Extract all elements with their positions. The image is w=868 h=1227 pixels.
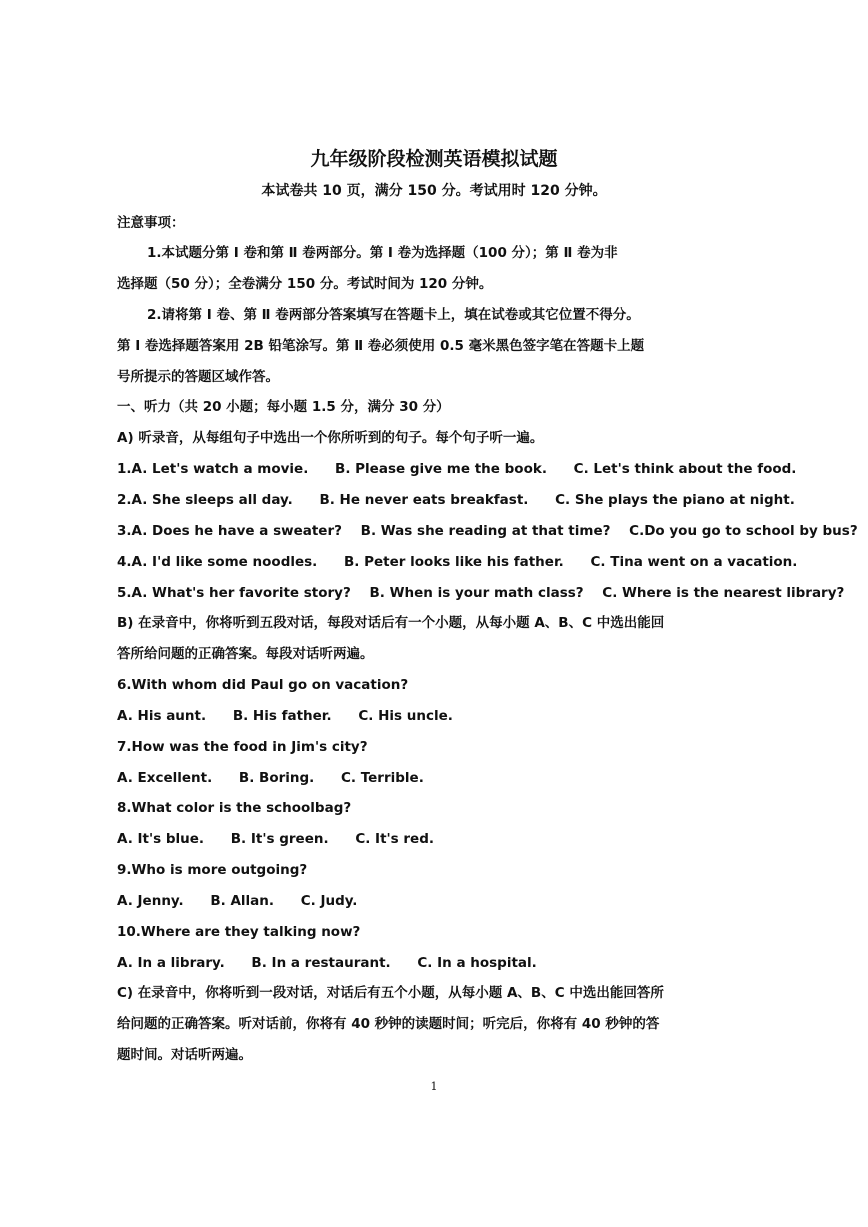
q4-option-a: 4.A. I'd like some noodles. — [117, 554, 318, 570]
q2-option-c: C. She plays the piano at night. — [555, 492, 795, 508]
question-9-text: 9.Who is more outgoing? — [117, 862, 308, 878]
question-2 — [117, 490, 795, 510]
q6-option-c: C. His uncle. — [358, 708, 453, 724]
q7-option-b: B. Boring. — [238, 770, 315, 786]
notice-heading: 注意事项： — [117, 215, 185, 231]
q8-option-a: A. It's blue. — [117, 831, 205, 847]
q4-option-b: B. Peter looks like his father. — [344, 554, 564, 570]
q9-option-b: B. Allan. — [210, 893, 274, 909]
part-c-instructions-2: 给问题的正确答案。听对话前，你将有 40 秒钟的读题时间；听完后，你将有 40 秒钟的答 — [117, 1016, 660, 1032]
q7-option-a: A. Excellent. — [117, 770, 213, 786]
q10-option-c: C. In a hospital. — [417, 955, 537, 971]
page-subtitle: 本试卷共 10 页，满分 150 分。考试用时 120 分钟。 — [261, 183, 607, 199]
question-7-text: 7.How was the food in Jim's city? — [117, 739, 368, 755]
question-10-text: 10.Where are they talking now? — [117, 924, 361, 940]
question-6-text: 6.With whom did Paul go on vacation? — [117, 677, 409, 693]
section-heading-listening: 一、听力（共 20 小题；每小题 1.5 分，满分 30 分） — [117, 399, 450, 415]
q3-option-c: C.Do you go to school by bus? — [629, 523, 858, 539]
notice-2-line-1: 2.请将第 Ⅰ 卷、第 Ⅱ 卷两部分答案填写在答题卡上，填在试卷或其它位置不得分。 — [147, 307, 640, 323]
part-b-instructions-1: B) 在录音中，你将听到五段对话，每段对话后有一个小题，从每小题 A、B、C 中选出能回 — [117, 615, 665, 631]
notice-1-line-2: 选择题（50 分）；全卷满分 150 分。考试时间为 120 分钟。 — [117, 276, 493, 292]
q5-option-b: B. When is your math class? — [369, 585, 584, 601]
notice-1-line-1: 1.本试题分第 Ⅰ 卷和第 Ⅱ 卷两部分。第 Ⅰ 卷为选择题（100 分）；第 Ⅱ 卷为非 — [147, 245, 618, 261]
notice-2-line-2: 第 Ⅰ 卷选择题答案用 2B 铅笔涂写。第 Ⅱ 卷必须使用 0.5 毫米黑色签字笔在答题卡上题 — [117, 338, 645, 354]
q5-option-c: C. Where is the nearest library? — [602, 585, 845, 601]
q5-option-a: 5.A. What's her favorite story? — [117, 585, 351, 601]
q8-option-c: C. It's red. — [355, 831, 434, 847]
question-7-options — [117, 768, 424, 788]
q1-option-b: B. Please give me the book. — [335, 461, 547, 477]
question-8-text: 8.What color is the schoolbag? — [117, 800, 352, 816]
question-1 — [117, 459, 796, 479]
q10-option-a: A. In a library. — [117, 955, 225, 971]
q6-option-b: B. His father. — [232, 708, 332, 724]
part-b-instructions-2: 答所给问题的正确答案。每段对话听两遍。 — [117, 646, 374, 662]
question-3 — [117, 521, 858, 541]
part-c-instructions-3: 题时间。对话听两遍。 — [117, 1047, 252, 1063]
page-number: 1 — [430, 1080, 438, 1093]
q7-option-c: C. Terrible. — [341, 770, 424, 786]
question-5 — [117, 583, 844, 603]
q1-option-a: 1.A. Let's watch a movie. — [117, 461, 309, 477]
question-6-options — [117, 706, 453, 726]
question-10-options — [117, 953, 537, 973]
q9-option-c: C. Judy. — [300, 893, 358, 909]
q4-option-c: C. Tina went on a vacation. — [590, 554, 798, 570]
q1-option-c: C. Let's think about the food. — [573, 461, 797, 477]
q3-option-a: 3.A. Does he have a sweater? — [117, 523, 342, 539]
question-4 — [117, 552, 797, 572]
q2-option-b: B. He never eats breakfast. — [319, 492, 529, 508]
q10-option-b: B. In a restaurant. — [251, 955, 391, 971]
notice-2-line-3: 号所提示的答题区域作答。 — [117, 369, 279, 385]
question-9-options — [117, 891, 357, 911]
page-title: 九年级阶段检测英语模拟试题 — [310, 148, 558, 170]
question-8-options — [117, 829, 434, 849]
part-a-instructions: A) 听录音，从每组句子中选出一个你所听到的句子。每个句子听一遍。 — [117, 430, 544, 446]
q8-option-b: B. It's green. — [230, 831, 329, 847]
part-c-instructions-1: C) 在录音中，你将听到一段对话，对话后有五个小题，从每小题 A、B、C 中选出能回答所 — [117, 985, 664, 1001]
q9-option-a: A. Jenny. — [117, 893, 184, 909]
q2-option-a: 2.A. She sleeps all day. — [117, 492, 293, 508]
q3-option-b: B. Was she reading at that time? — [360, 523, 611, 539]
q6-option-a: A. His aunt. — [117, 708, 207, 724]
